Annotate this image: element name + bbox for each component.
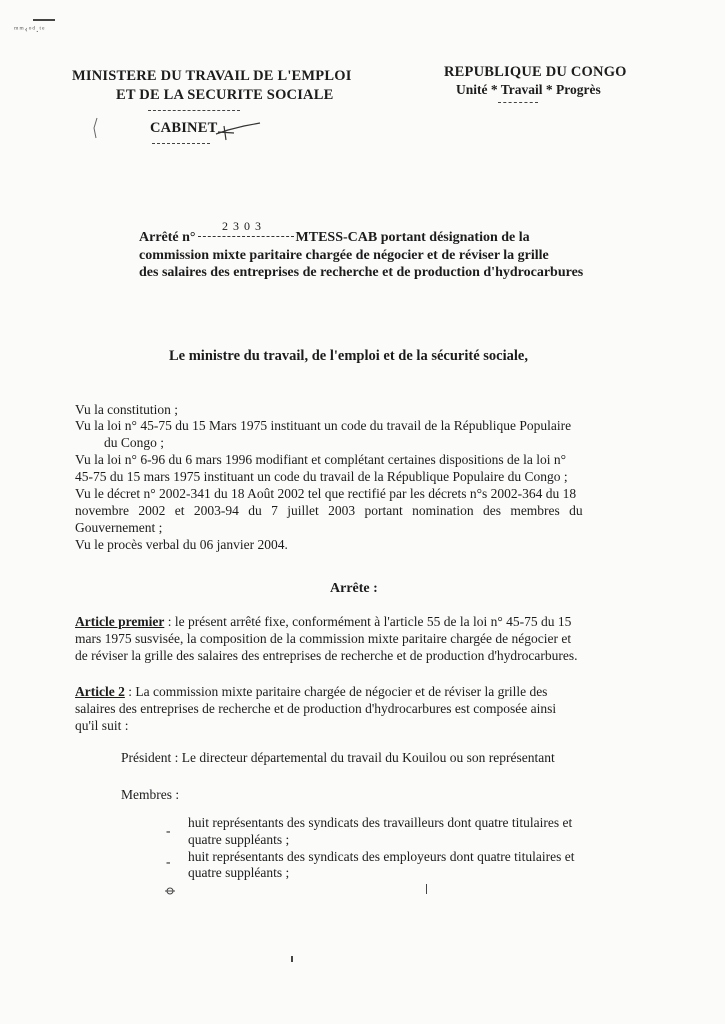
- article-1-text-1: : le présent arrêté fixe, conformément à l'article 55 de la loi n° 45-75 du 15: [164, 614, 572, 629]
- arrete-heading: Arrête :: [330, 581, 378, 596]
- visa-line-1: Vu la constitution ;: [75, 402, 179, 417]
- article-2-text-1: : La commission mixte paritaire chargée de négocier et de réviser la grille des: [124, 684, 548, 699]
- ministry-line-2: ET DE LA SECURITE SOCIALE: [116, 87, 334, 103]
- visa-line-8: Gouvernement ;: [75, 520, 163, 535]
- scan-mark-bottom-left: [163, 884, 177, 903]
- cabinet-signature-mark: [214, 120, 264, 147]
- decree-suffix: MTESS-CAB portant désignation de la: [295, 230, 530, 245]
- decree-title-line-1: [139, 229, 530, 247]
- decree-prefix: Arrêté n°: [139, 230, 196, 245]
- authority-line: Le ministre du travail, de l'emploi et de la sécurité sociale,: [169, 348, 528, 364]
- motto: Unité * Travail * Progrès: [456, 82, 601, 97]
- visa-line-6: Vu le décret n° 2002-341 du 18 Août 2002 tel que rectifié par les décrets n°s 2002-364 du 18: [75, 486, 577, 501]
- article-2-line-2: salaires des entreprises de recherche et de production d'hydrocarbures est composée ainsi: [75, 701, 557, 716]
- member-2-line-1: huit représentants des syndicats des employeurs dont quatre titulaires et: [188, 849, 575, 864]
- corner-scribble: ᵐᵐ‹ᵒᵈ.ᵗᵉ: [14, 24, 46, 34]
- visa-line-9: Vu le procès verbal du 06 janvier 2004.: [75, 537, 288, 552]
- member-1-line-2: quatre suppléants ;: [188, 832, 290, 847]
- ministry-divider: [148, 110, 240, 111]
- visa-line-2: Vu la loi n° 45-75 du 15 Mars 1975 instituant un code du travail de la République Populaire: [75, 418, 572, 433]
- member-bullet-1: -: [166, 823, 171, 838]
- decree-title-line-3: des salaires des entreprises de recherche et de production d'hydrocarbures: [139, 265, 584, 280]
- visa-line-4: Vu la loi n° 6-96 du 6 mars 1996 modifiant et complétant certaines dispositions de la loi n°: [75, 452, 567, 467]
- article-2-line-3: qu'il suit :: [75, 718, 129, 733]
- scan-mark-top-left: [33, 19, 55, 21]
- member-2-line-2: quatre suppléants ;: [188, 865, 290, 880]
- visa-line-5: 45-75 du 15 mars 1975 instituant un code du travail de la République Populaire du Congo ;: [75, 469, 568, 484]
- republic-divider: [498, 102, 538, 103]
- ministry-line-1: MINISTERE DU TRAVAIL DE L'EMPLOI: [72, 68, 352, 84]
- decree-number-dashes: [198, 236, 294, 237]
- article-2-line-1: [75, 683, 547, 701]
- members-label: Membres :: [121, 787, 180, 802]
- article-2-label: Article 2: [75, 684, 125, 699]
- president-line: Président : Le directeur départemental du travail du Kouilou ou son représentant: [121, 750, 555, 765]
- scan-mark-lower: [291, 956, 293, 962]
- article-1-label: Article premier: [75, 614, 165, 629]
- article-1-line-3: de réviser la grille des salaires des entreprises de recherche et de production d'hydrocarbures.: [75, 648, 578, 663]
- scan-mark-center: [426, 884, 427, 894]
- margin-mark-left: [92, 116, 100, 147]
- visa-line-7: novembre 2002 et 2003-94 du 7 juillet 2003 portant nomination des membres du: [75, 503, 583, 518]
- decree-title-line-2: commission mixte paritaire chargée de négocier et de réviser la grille: [139, 248, 549, 263]
- article-1-line-1: [75, 613, 571, 631]
- member-bullet-2: -: [166, 854, 171, 869]
- visa-line-3: du Congo ;: [104, 435, 165, 450]
- republic-label: REPUBLIQUE DU CONGO: [444, 64, 627, 80]
- decree-number: 2 3 0 3: [222, 219, 262, 233]
- cabinet-divider: [152, 143, 210, 144]
- article-1-line-2: mars 1975 susvisée, la composition de la commission mixte paritaire chargée de négocier et: [75, 631, 572, 646]
- cabinet-label: CABINET: [150, 120, 218, 136]
- member-1-line-1: huit représentants des syndicats des travailleurs dont quatre titulaires et: [188, 815, 573, 830]
